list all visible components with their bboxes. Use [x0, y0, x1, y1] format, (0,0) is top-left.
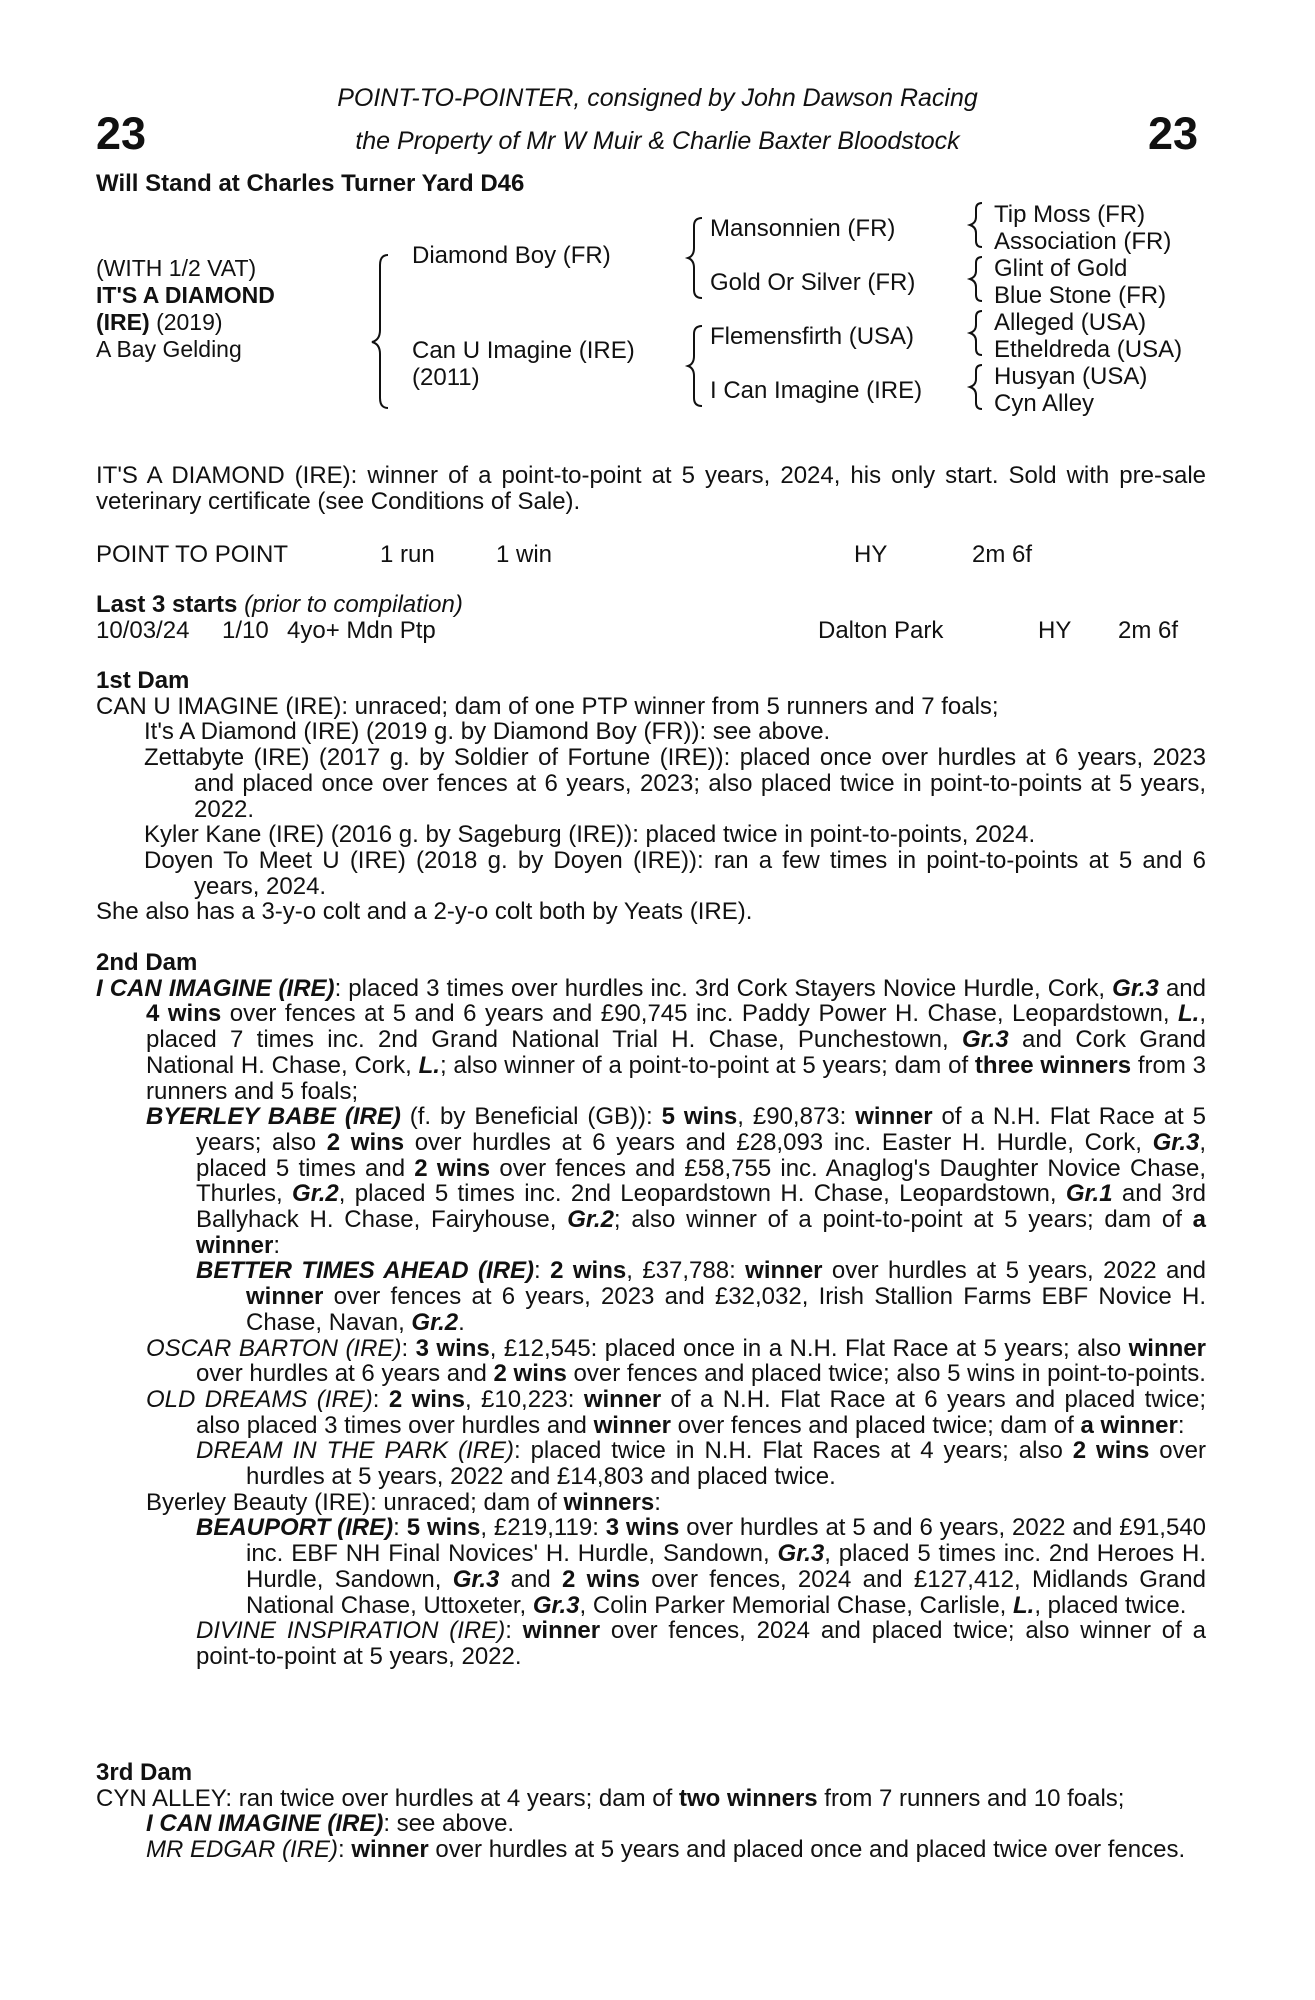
brace-sire — [688, 218, 702, 298]
first-dam-section — [96, 668, 1206, 925]
gen3-6: Etheldreda (USA) — [994, 336, 1183, 363]
gen3-2: Association (FR) — [994, 228, 1172, 255]
ptp-distance: 2m 6f — [972, 541, 1033, 568]
divine-inspiration: DIVINE INSPIRATION (IRE): winner over fences, 2024 and placed twice; also winner of a point-to-point at 5 years, 2022. — [196, 1617, 1206, 1670]
ptp-runs: 1 run — [380, 541, 435, 568]
oscar-barton: OSCAR BARTON (IRE): 3 wins, £12,545: placed once in a N.H. Flat Race at 5 years; also winner over hurdles at 6 years and 2 wins over fences and placed twice; also 5 wins in point-to-points. — [146, 1334, 1206, 1388]
vat-note: (WITH 1/2 VAT) — [96, 255, 257, 281]
old-dreams: OLD DREAMS (IRE): 2 wins, £10,223: winner of a N.H. Flat Race at 6 years and placed twice; also placed 3 times over hurdles and winner over fences and placed twice; dam of a winner: — [146, 1385, 1206, 1439]
gen3-1: Tip Moss (FR) — [994, 201, 1146, 228]
gen3-7: Husyan (USA) — [994, 363, 1148, 390]
race-course: Dalton Park — [818, 617, 944, 644]
stand-location: Will Stand at Charles Turner Yard D46 — [96, 170, 525, 197]
mr-edgar: MR EDGAR (IRE): winner over hurdles at 5 years and placed once and placed twice over fences. — [146, 1836, 1186, 1864]
byerley-babe: BYERLEY BABE (IRE) (f. by Beneficial (GB)): 5 wins, £90,873: winner of a N.H. Flat Race at 5 years; also 2 wins over hurdles at 6 years and £28,093 inc. Easter H. Hurdle, Cork, Gr.3, placed 5 times and 2 wins over fences and £58,755 inc. Anaglog's Daughter Novice Chase, Thurles, Gr.2, placed 5 times inc. 2nd Leopardstown H. Chase, Leopardstown, Gr.1 and 3rd Ballyhack H. Chase, Fairyhouse, Gr.2; also winner of a point-to-point at 5 years; dam of a winner: — [146, 1103, 1207, 1259]
gen3-8: Cyn Alley — [994, 390, 1095, 417]
third-dam-heading: 3rd Dam — [96, 1759, 193, 1786]
ptp-going: HY — [854, 541, 888, 568]
second-dam-entry: I CAN IMAGINE (IRE): placed 3 times over hurdles inc. 3rd Cork Stayers Novice Hurdle, Cork, Gr.3 and 4 wins over fences at 5 and 6 years and £90,745 inc. Paddy Power H. Chase, Leopardstown, L., placed 7 times inc. 2nd Grand National Trial H. Chase, Punchestown, Gr.3 and Cork Grand National H. Chase, Cork, L.; also winner of a point-to-point at 5 years; dam of three winners from 3 runners and 5 foals; — [96, 974, 1207, 1105]
lot-number-left: 23 — [96, 108, 147, 159]
race-date: 10/03/24 — [96, 617, 190, 644]
ptp-label: POINT TO POINT — [96, 541, 289, 568]
horse-description: A Bay Gelding — [96, 336, 242, 362]
last3-heading — [96, 592, 463, 618]
gen3-3: Glint of Gold — [994, 255, 1128, 282]
gen3-5: Alleged (USA) — [994, 309, 1147, 336]
third-dam-section — [96, 1760, 1206, 1863]
sire: Diamond Boy (FR) — [412, 242, 611, 269]
first-dam-outro: She also has a 3-y-o colt and a 2-y-o colt both by Yeats (IRE). — [96, 898, 753, 926]
beauport: BEAUPORT (IRE): 5 wins, £219,119: 3 wins over hurdles at 5 and 6 years, 2022 and £91,540 inc. EBF NH Final Novices' H. Hurdle, Sandown, Gr.3, placed 5 times inc. 2nd Heroes H. Hurdle, Sandown, Gr.3 and 2 wins over fences, 2024 and £127,412, Midlands Grand National Chase, Uttoxeter, Gr.3, Colin Parker Memorial Chase, Carlisle, L., placed twice. — [196, 1514, 1207, 1619]
first-dam-intro: CAN U IMAGINE (IRE): unraced; dam of one PTP winner from 5 runners and 7 foals; — [96, 692, 999, 720]
horse-suffix: (IRE) — [96, 309, 150, 335]
brace-dam — [688, 326, 702, 406]
ptp-stats — [96, 542, 1206, 568]
produce-1: It's A Diamond (IRE) (2019 g. by Diamond Boy (FR)): see above. — [144, 718, 831, 746]
granddam-maternal: I Can Imagine (IRE) — [710, 377, 923, 404]
first-dam-heading: 1st Dam — [96, 667, 190, 694]
grandsire-paternal: Mansonnien (FR) — [710, 215, 896, 242]
summary: IT'S A DIAMOND (IRE): winner of a point-to-point at 5 years, 2024, his only start. Sold with pre-sale veterinary certificate (see Conditions of Sale). — [96, 462, 1206, 515]
race-distance: 2m 6f — [1118, 617, 1179, 644]
horse-name: IT'S A DIAMOND — [96, 282, 275, 308]
better-times-ahead: BETTER TIMES AHEAD (IRE): 2 wins, £37,788: winner over hurdles at 5 years, 2022 and winner over fences at 6 years, 2023 and £32,032, Irish Stallion Farms EBF Novice H. Chase, Navan, Gr.2. — [196, 1257, 1206, 1336]
granddam-paternal: Gold Or Silver (FR) — [710, 269, 916, 296]
gen3-4: Blue Stone (FR) — [994, 282, 1167, 309]
lot-number-right: 23 — [1148, 108, 1199, 159]
second-dam-heading: 2nd Dam — [96, 949, 198, 976]
third-dam-entry: CYN ALLEY: ran twice over hurdles at 4 years; dam of two winners from 7 runners and 10 foals; — [96, 1784, 1125, 1812]
consignment-line1: POINT-TO-POINTER, consigned by John Dawson Racing — [337, 84, 978, 112]
race-pos: 1/10 — [222, 617, 269, 644]
produce-2: Zettabyte (IRE) (2017 g. by Soldier of Fortune (IRE)): placed once over hurdles at 6 years, 2023 and placed once over fences at 6 years, 2023; also placed twice in point-to-points at 5 years, 2022. — [144, 744, 1206, 823]
consignment-line2: the Property of Mr W Muir & Charlie Baxter Bloodstock — [355, 127, 960, 155]
dream-in-the-park: DREAM IN THE PARK (IRE): placed twice in N.H. Flat Races at 4 years; also 2 wins over hurdles at 5 years, 2022 and £14,803 and placed twice. — [196, 1437, 1206, 1491]
grandsire-maternal: Flemensfirth (USA) — [710, 323, 915, 350]
brace-g3 — [970, 311, 982, 355]
last3-row — [96, 618, 1206, 644]
ptp-wins: 1 win — [496, 541, 553, 568]
race-going: HY — [1038, 617, 1072, 644]
produce-4: Doyen To Meet U (IRE) (2018 g. by Doyen (IRE)): ran a few times in point-to-points at 5 and 6 years, 2024. — [144, 846, 1206, 900]
race-type: 4yo+ Mdn Ptp — [287, 617, 436, 644]
brace-g1 — [970, 203, 982, 247]
byerley-beauty: Byerley Beauty (IRE): unraced; dam of winners: — [146, 1488, 661, 1516]
brace-main — [372, 255, 388, 408]
last3-note: (prior to compilation) — [244, 591, 463, 618]
produce-3: Kyler Kane (IRE) (2016 g. by Sageburg (IRE)): placed twice in point-to-points, 2024. — [144, 821, 1036, 849]
second-dam-section — [96, 950, 1206, 1670]
i-can-imagine-ref: I CAN IMAGINE (IRE): see above. — [146, 1810, 515, 1838]
brace-g4 — [970, 365, 982, 409]
brace-g2 — [970, 257, 982, 301]
last3-title: Last 3 starts — [96, 591, 238, 618]
horse-year: (2019) — [156, 309, 223, 335]
dam: Can U Imagine (IRE) — [412, 337, 635, 364]
dam-year: (2011) — [412, 364, 480, 391]
